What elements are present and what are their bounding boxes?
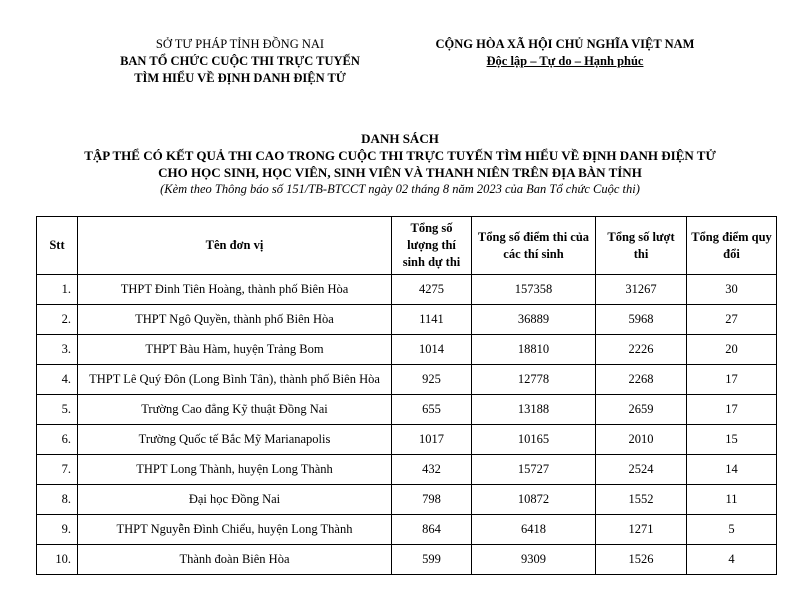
col-header-participants: Tổng số lượng thí sinh dự thi xyxy=(392,217,472,275)
table-row xyxy=(37,545,777,575)
document-subtitle: (Kèm theo Thông báo số 151/TB-BTCCT ngày 02 tháng 8 năm 2023 của Ban Tổ chức Cuộc thi) xyxy=(160,182,640,196)
cell-total-score: 9309 xyxy=(472,545,596,575)
table-row xyxy=(37,275,777,305)
cell-participants: 864 xyxy=(392,515,472,545)
cell-unit-name: THPT Long Thành, huyện Long Thành xyxy=(78,455,392,485)
document-title-line-3: CHO HỌC SINH, HỌC VIÊN, SINH VIÊN VÀ THANH NIÊN TRÊN ĐỊA BÀN TỈNH xyxy=(158,165,642,180)
cell-attempts: 2226 xyxy=(596,335,687,365)
cell-stt: 10. xyxy=(37,545,78,575)
cell-stt: 7. xyxy=(37,455,78,485)
cell-unit-name: Thành đoàn Biên Hòa xyxy=(78,545,392,575)
cell-converted-score: 11 xyxy=(687,485,777,515)
issuing-agency-block xyxy=(60,36,420,87)
table-header-row xyxy=(37,217,777,275)
cell-attempts: 5968 xyxy=(596,305,687,335)
table-row xyxy=(37,485,777,515)
cell-unit-name: Trường Quốc tế Bắc Mỹ Marianapolis xyxy=(78,425,392,455)
cell-unit-name: THPT Đinh Tiên Hoàng, thành phố Biên Hòa xyxy=(78,275,392,305)
table-row xyxy=(37,395,777,425)
table-row xyxy=(37,365,777,395)
cell-total-score: 10165 xyxy=(472,425,596,455)
country-name: CỘNG HÒA XÃ HỘI CHỦ NGHĨA VIỆT NAM xyxy=(435,37,695,51)
national-motto-block xyxy=(420,36,710,70)
cell-attempts: 2524 xyxy=(596,455,687,485)
cell-total-score: 13188 xyxy=(472,395,596,425)
cell-attempts: 1526 xyxy=(596,545,687,575)
cell-unit-name: Đại học Đồng Nai xyxy=(78,485,392,515)
cell-total-score: 157358 xyxy=(472,275,596,305)
cell-stt: 4. xyxy=(37,365,78,395)
cell-participants: 925 xyxy=(392,365,472,395)
cell-attempts: 1271 xyxy=(596,515,687,545)
agency-line-3: TÌM HIỂU VỀ ĐỊNH DANH ĐIỆN TỬ xyxy=(134,71,346,85)
cell-total-score: 6418 xyxy=(472,515,596,545)
cell-unit-name: THPT Ngô Quyền, thành phố Biên Hòa xyxy=(78,305,392,335)
cell-participants: 1141 xyxy=(392,305,472,335)
cell-unit-name: Trường Cao đẳng Kỹ thuật Đồng Nai xyxy=(78,395,392,425)
cell-unit-name: THPT Bàu Hàm, huyện Trảng Bom xyxy=(78,335,392,365)
cell-participants: 1017 xyxy=(392,425,472,455)
col-header-unit-name: Tên đơn vị xyxy=(78,217,392,275)
col-header-attempts: Tổng số lượt thi xyxy=(596,217,687,275)
cell-total-score: 12778 xyxy=(472,365,596,395)
cell-converted-score: 4 xyxy=(687,545,777,575)
cell-stt: 1. xyxy=(37,275,78,305)
cell-attempts: 2010 xyxy=(596,425,687,455)
cell-participants: 1014 xyxy=(392,335,472,365)
agency-line-2: BAN TỔ CHỨC CUỘC THI TRỰC TUYẾN xyxy=(120,54,360,68)
table-row xyxy=(37,305,777,335)
cell-converted-score: 15 xyxy=(687,425,777,455)
cell-stt: 9. xyxy=(37,515,78,545)
cell-converted-score: 30 xyxy=(687,275,777,305)
cell-stt: 8. xyxy=(37,485,78,515)
table-row xyxy=(37,515,777,545)
table-row xyxy=(37,335,777,365)
cell-total-score: 15727 xyxy=(472,455,596,485)
cell-converted-score: 17 xyxy=(687,395,777,425)
cell-participants: 432 xyxy=(392,455,472,485)
cell-total-score: 18810 xyxy=(472,335,596,365)
cell-attempts: 2268 xyxy=(596,365,687,395)
table-row xyxy=(37,425,777,455)
cell-participants: 599 xyxy=(392,545,472,575)
document-title-line-2: TẬP THỂ CÓ KẾT QUẢ THI CAO TRONG CUỘC THI TRỰC TUYẾN TÌM HIỂU VỀ ĐỊNH DANH ĐIỆN TỬ xyxy=(84,148,716,163)
cell-stt: 6. xyxy=(37,425,78,455)
cell-attempts: 1552 xyxy=(596,485,687,515)
document-title-block xyxy=(0,130,800,198)
col-header-converted-score: Tổng điểm quy đổi xyxy=(687,217,777,275)
national-motto: Độc lập – Tự do – Hạnh phúc xyxy=(486,54,644,68)
cell-attempts: 31267 xyxy=(596,275,687,305)
cell-converted-score: 14 xyxy=(687,455,777,485)
agency-line-1: SỞ TƯ PHÁP TỈNH ĐỒNG NAI xyxy=(155,37,325,51)
results-table xyxy=(36,216,777,575)
col-header-stt: Stt xyxy=(37,217,78,275)
cell-stt: 5. xyxy=(37,395,78,425)
cell-unit-name: THPT Lê Quý Đôn (Long Bình Tân), thành phố Biên Hòa xyxy=(78,365,392,395)
cell-total-score: 36889 xyxy=(472,305,596,335)
cell-participants: 655 xyxy=(392,395,472,425)
table-row xyxy=(37,455,777,485)
cell-converted-score: 20 xyxy=(687,335,777,365)
cell-attempts: 2659 xyxy=(596,395,687,425)
cell-stt: 2. xyxy=(37,305,78,335)
cell-total-score: 10872 xyxy=(472,485,596,515)
cell-stt: 3. xyxy=(37,335,78,365)
cell-converted-score: 27 xyxy=(687,305,777,335)
cell-participants: 4275 xyxy=(392,275,472,305)
cell-unit-name: THPT Nguyễn Đình Chiểu, huyện Long Thành xyxy=(78,515,392,545)
cell-converted-score: 5 xyxy=(687,515,777,545)
cell-participants: 798 xyxy=(392,485,472,515)
cell-converted-score: 17 xyxy=(687,365,777,395)
document-title: DANH SÁCH xyxy=(361,131,439,146)
col-header-total-score: Tổng số điểm thi của các thí sinh xyxy=(472,217,596,275)
